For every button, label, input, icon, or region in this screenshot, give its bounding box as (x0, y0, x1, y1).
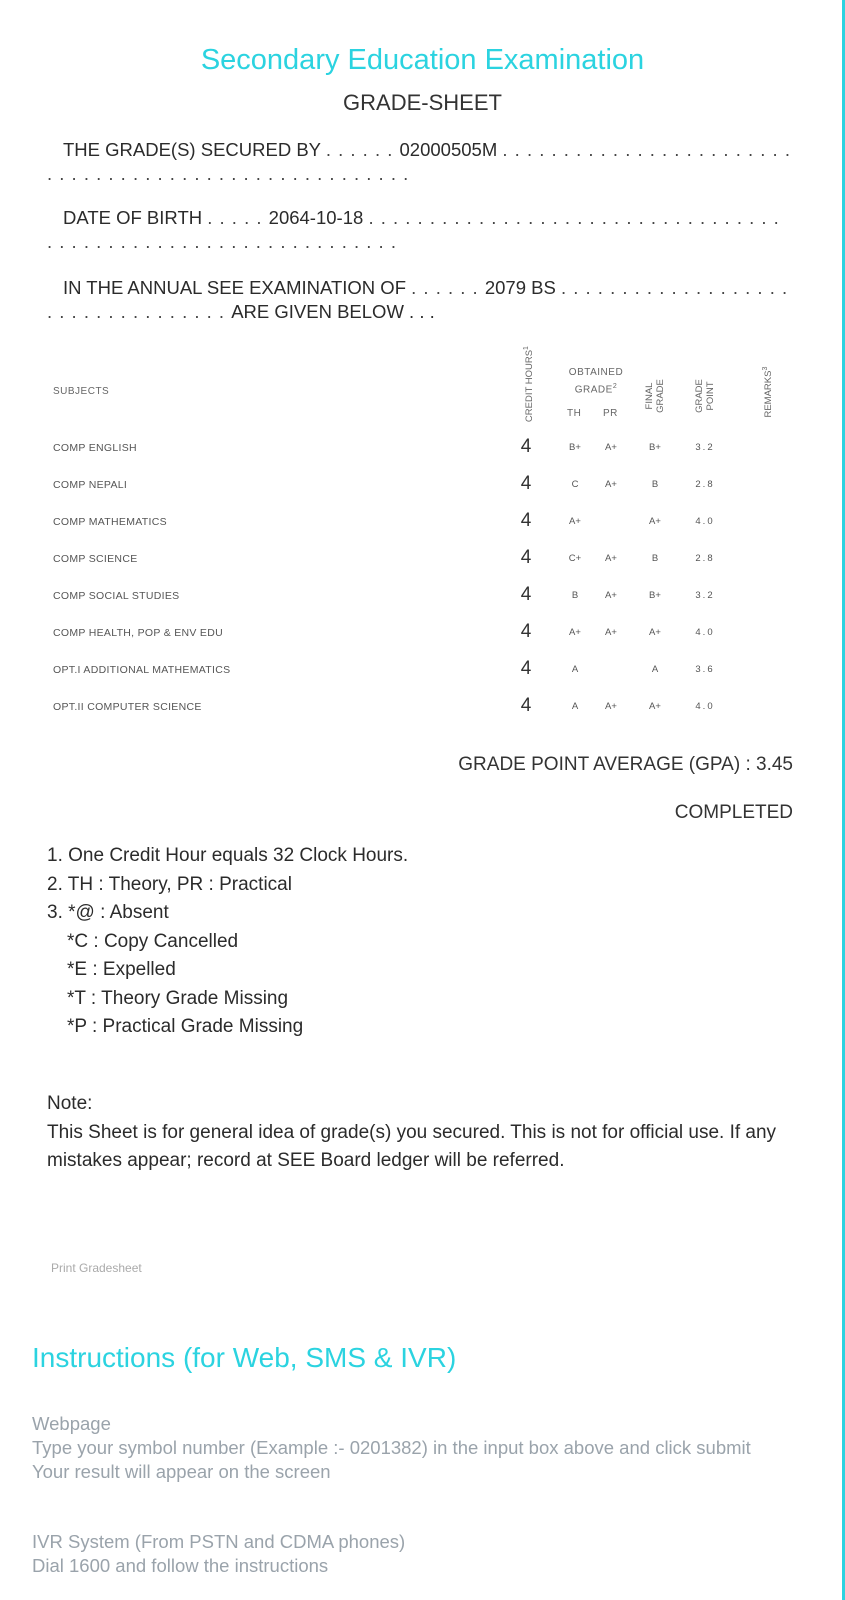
remarks-label: REMARKS (763, 370, 775, 418)
exam-year: 2079 BS (484, 277, 556, 298)
instructions-title: Instructions (for Web, SMS & IVR) (32, 1342, 457, 1373)
theory-grade: B (571, 590, 579, 601)
credit-hours: 4 (520, 436, 532, 457)
subject-name: OPT.II COMPUTER SCIENCE (53, 701, 202, 713)
credit-hours: 4 (520, 695, 532, 716)
practical-grade: A+ (605, 553, 617, 564)
table-row (0, 658, 845, 680)
footnote-item: *P : Practical Grade Missing (67, 1016, 304, 1037)
theory-grade: A (571, 664, 579, 675)
credit-hours-header-label: CREDIT HOURS (524, 349, 536, 423)
theory-grade: C (571, 479, 579, 490)
grade-point: 3.6 (695, 664, 715, 675)
theory-grade: B+ (569, 442, 581, 453)
subject-name: COMP NEPALI (53, 479, 128, 491)
web-title: Webpage (32, 1413, 111, 1434)
credit-hours: 4 (520, 547, 532, 568)
grade-point-header: GRADE POINT (694, 379, 716, 413)
pr-header: PR (603, 408, 618, 419)
status-text: COMPLETED (674, 802, 793, 823)
symbol-number: 02000505M (399, 139, 498, 160)
credit-hours: 4 (520, 510, 532, 531)
final-grade-header: FINAL GRADE (644, 379, 666, 413)
subjects-header: SUBJECTS (53, 386, 110, 397)
instructions-ivr (32, 1530, 802, 1578)
gpa-value: 3.45 (756, 754, 793, 775)
dob-label: DATE OF BIRTH (63, 207, 203, 228)
footnote-item: *E : Expelled (67, 959, 176, 980)
gpa-label: GRADE POINT AVERAGE (GPA) : (458, 754, 751, 775)
given-below-text: ARE GIVEN BELOW . . . (231, 301, 435, 322)
final-grade: A+ (649, 701, 661, 712)
table-row (0, 584, 845, 606)
theory-grade: A (571, 701, 579, 712)
exam-label: IN THE ANNUAL SEE EXAMINATION OF (63, 277, 406, 298)
final-grade: A (651, 664, 659, 675)
practical-grade: A+ (605, 627, 617, 638)
subject-name: COMP HEALTH, POP & ENV EDU (53, 627, 224, 639)
remarks-header (760, 362, 774, 422)
exam-line: IN THE ANNUAL SEE EXAMINATION OF . . . . . . 2079 BS . . . . . . . . . . . . . . . . . . . . . . . . . . . . . . . . . . ARE GIVEN BELOW . . . (47, 277, 789, 322)
secured-by-line: THE GRADE(S) SECURED BY . . . . . . 02000505M . . . . . . . . . . . . . . . . . . . . . . . . . . . . . . . . . . . . . . . . . . . . . . . . . . . . . . (47, 139, 791, 184)
footnote-item: 2. TH : Theory, PR : Practical (47, 873, 292, 895)
web-line-2: Your result will appear on the screen (32, 1461, 331, 1482)
final-grade: B+ (649, 442, 661, 453)
table-row (0, 473, 845, 495)
footnote-item: *C : Copy Cancelled (67, 930, 239, 952)
obtained-grade-label: OBTAINED GRADE (568, 367, 624, 396)
secured-by-label: THE GRADE(S) SECURED BY (63, 139, 321, 160)
credit-hours: 4 (520, 621, 532, 642)
obtained-grade-sup: 2 (612, 383, 618, 390)
subject-name: COMP SOCIAL STUDIES (53, 590, 180, 602)
practical-grade: A+ (605, 701, 617, 712)
table-row (0, 436, 845, 458)
print-gradesheet-link[interactable]: Print Gradesheet (51, 1261, 142, 1275)
practical-grade: A+ (605, 590, 617, 601)
table-row (0, 547, 845, 569)
grade-sheet-subtitle: GRADE-SHEET (343, 90, 502, 115)
grade-point: 3.2 (695, 590, 715, 601)
grade-point: 3.2 (695, 442, 715, 453)
final-grade: B (651, 479, 659, 490)
web-line-1: Type your symbol number (Example :- 0201382) in the input box above and click submit (32, 1437, 751, 1458)
footnote-item: 1. One Credit Hour equals 32 Clock Hours. (47, 845, 409, 866)
grade-point: 2.8 (695, 479, 715, 490)
remarks-sup: 3 (761, 366, 769, 371)
grade-point: 4.0 (695, 516, 715, 527)
credit-hours-header (521, 346, 536, 423)
dob-line: DATE OF BIRTH . . . . . 2064-10-18 . . . . . . . . . . . . . . . . . . . . . . . . . . . . . . . . . . . . . . . . . . . . . . . . . . . . . . . . . . . . . . . (47, 207, 780, 252)
dob-value: 2064-10-18 (268, 207, 364, 228)
ivr-line-1: Dial 1600 and follow the instructions (32, 1555, 329, 1576)
subject-name: COMP MATHEMATICS (53, 516, 167, 528)
credit-hours: 4 (520, 658, 532, 679)
final-grade: B (651, 553, 659, 564)
note-text: This Sheet is for general idea of grade(s) you secured. This is not for official use. If any mistakes appear; record at SEE Board ledger will be referred. (47, 1121, 777, 1171)
page-title: Secondary Education Examination (200, 44, 645, 76)
practical-grade: A+ (605, 479, 617, 490)
note-block (47, 1090, 807, 1176)
grade-point: 4.0 (695, 627, 715, 638)
gpa-line (458, 754, 793, 776)
note-label: Note: (47, 1093, 93, 1114)
table-row (0, 695, 845, 717)
footnote-item: 3. *@ : Absent (47, 902, 169, 923)
final-grade: A+ (649, 627, 661, 638)
ivr-title: IVR System (From PSTN and CDMA phones) (32, 1531, 406, 1552)
subject-name: COMP ENGLISH (53, 442, 137, 454)
final-grade: B+ (649, 590, 661, 601)
final-grade: A+ (649, 516, 661, 527)
credit-hours: 4 (520, 473, 532, 494)
table-row (0, 621, 845, 643)
subject-name: COMP SCIENCE (53, 553, 138, 565)
theory-grade: A+ (569, 516, 581, 527)
footnotes (47, 842, 408, 1042)
grade-point: 2.8 (695, 553, 715, 564)
credit-hours: 4 (520, 584, 532, 605)
credit-hours-sup: 1 (522, 346, 530, 350)
practical-grade: A+ (605, 442, 617, 453)
th-header: TH (567, 408, 582, 419)
footnote-item: *T : Theory Grade Missing (67, 987, 289, 1009)
subject-name: OPT.I ADDITIONAL MATHEMATICS (53, 664, 231, 676)
instructions-webpage (32, 1412, 802, 1484)
grade-point: 4.0 (695, 701, 715, 712)
theory-grade: C+ (568, 553, 582, 564)
theory-grade: A+ (569, 627, 581, 638)
table-row (0, 510, 845, 532)
obtained-grade-header (560, 366, 632, 397)
